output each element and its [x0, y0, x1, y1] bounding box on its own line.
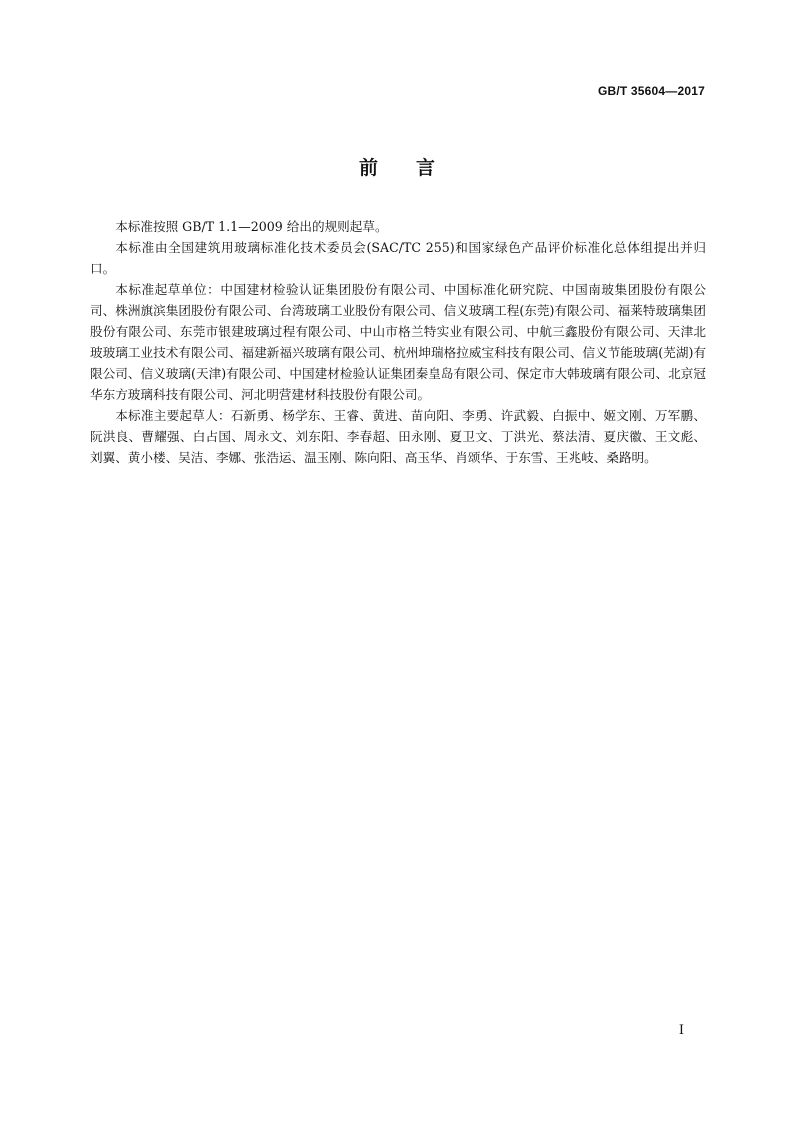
preface-body: [90, 216, 706, 468]
standard-code: GB/T 35604—2017: [597, 84, 705, 98]
paragraph-drafting-rules: 本标准按照 GB/T 1.1—2009 给出的规则起草。: [115, 219, 388, 234]
page-title-char-2: 言: [416, 157, 436, 179]
page-title: [0, 153, 794, 180]
paragraph-drafting-units: 本标准起草单位：中国建材检验认证集团股份有限公司、中国标准化研究院、中国南玻集团股份有限公司、株洲旗滨集团股份有限公司、台湾玻璃工业股份有限公司、信义玻璃工程(东莞)有限公司、福莱特玻璃集团股份有限公司、东莞市银建玻璃过程有限公司、中山市格兰特实业有限公司、中航三鑫股份有限公司、天津北玻玻璃工业技术有限公司、福建新福兴玻璃有限公司、杭州坤瑞格拉威宝科技有限公司、信义节能玻璃(芜湖)有限公司、信义玻璃(天津)有限公司、中国建材检验认证集团秦皇岛有限公司、保定市大韩玻璃有限公司、北京冠华东方玻璃科技有限公司、河北明营建材科技股份有限公司。: [90, 282, 706, 402]
paragraph-drafters: 本标准主要起草人：石新勇、杨学东、王睿、黄进、苗向阳、李勇、许武毅、白振中、姬文刚、万军鹏、阮洪良、曹耀强、白占国、周永文、刘东阳、李春超、田永刚、夏卫文、丁洪光、蔡法清、夏庆徽、王文彪、刘翼、黄小楼、吴洁、李娜、张浩运、温玉刚、陈向阳、高玉华、肖颂华、于东雪、王兆岐、桑路明。: [90, 408, 706, 465]
page-title-char-1: 前: [358, 157, 378, 179]
paragraph-proposing-body: 本标准由全国建筑用玻璃标准化技术委员会(SAC/TC 255)和国家绿色产品评价标准化总体组提出并归口。: [90, 240, 706, 276]
page-number: I: [678, 1023, 684, 1038]
